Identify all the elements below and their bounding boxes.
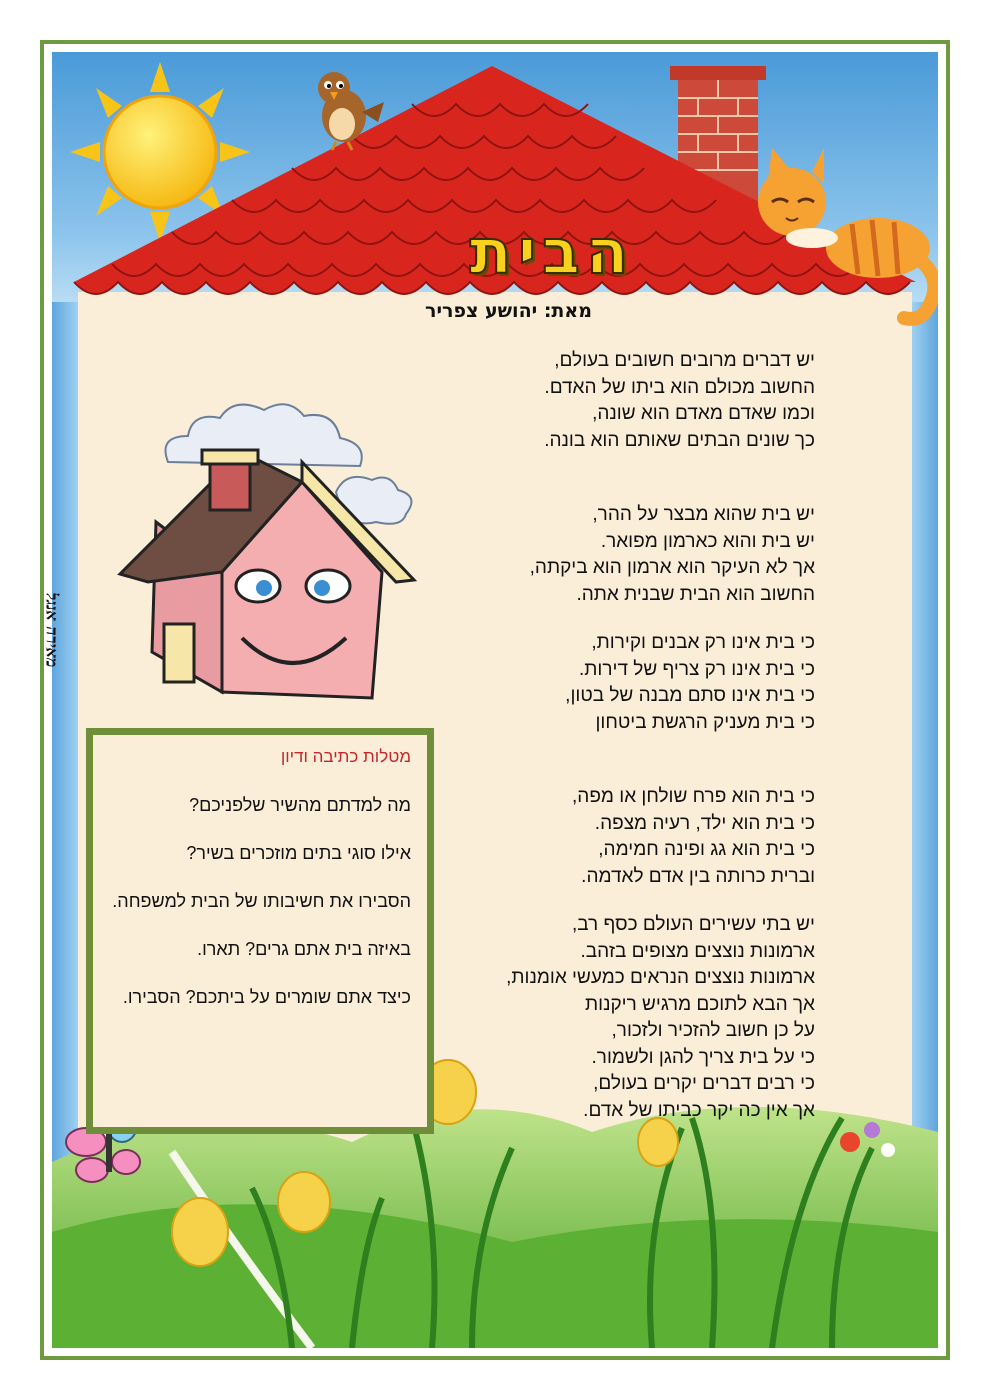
poem-line: כי בית אינו רק אבנים וקירות, xyxy=(591,632,815,653)
poem-line: כי בית הוא גג ופינה חמימה, xyxy=(598,839,815,860)
question-item: באיזה בית אתם גרים? תארו. xyxy=(197,939,411,959)
poem-line: יש בתי עשירים העולם כסף רב, xyxy=(571,914,815,935)
poem-line: ארמונות נוצצים הנראים כמעשי אומנות, xyxy=(506,967,815,988)
poem xyxy=(375,348,815,1124)
questions-heading: מטלות כתיבה ודיון xyxy=(280,747,411,766)
poem-line: אך הבא לתוכם מרגיש ריקנות xyxy=(585,993,815,1015)
stanza-3 xyxy=(375,630,815,736)
stanza-2 xyxy=(375,502,815,608)
poem-line: יש בית שהוא מבצר על ההר, xyxy=(592,504,815,525)
poem-line: יש דברים מרובים חשובים בעולם, xyxy=(554,350,815,371)
poem-line: על כן חשוב להזכיר ולזכור, xyxy=(611,1020,815,1041)
poem-line: כי בית מעניק הרגשת ביטחון xyxy=(595,711,815,733)
question-item: הסבירו את חשיבותו של הבית למשפחה. xyxy=(112,891,411,911)
poem-line: אך אין כה יקר כביתו של אדם. xyxy=(583,1099,815,1121)
stanza-4 xyxy=(375,784,815,890)
poem-line: כי בית הוא ילד, רעיה מצפה. xyxy=(594,812,815,834)
question-item: מה למדתם מהשיר שלפניכם? xyxy=(189,795,411,815)
poem-line: ארמונות נוצצים מצופים בזהב. xyxy=(580,940,815,962)
poem-line: יש בית והוא כארמון מפואר. xyxy=(600,530,815,552)
signature xyxy=(42,560,94,720)
question-item: אילו סוגי בתים מוזכרים בשיר? xyxy=(186,843,411,863)
poem-line: כי בית הוא פרח שולחן או מפה, xyxy=(572,786,815,807)
page-title: הבית xyxy=(469,215,635,288)
poem-line: וברית כרותה בין אדם לאדמה. xyxy=(581,865,815,887)
stanza-1 xyxy=(375,348,815,454)
poem-line: וכמו שאדם מאדם הוא שונה, xyxy=(592,403,815,424)
signature-text: מאירה אנגל xyxy=(42,592,62,668)
poem-line: החשוב הוא הבית שבנית אתה. xyxy=(576,583,815,605)
poem-line: כך שונים הבתים שאותם הוא בונה. xyxy=(544,429,815,451)
question-item: כיצד אתם שומרים על ביתכם? הסבירו. xyxy=(122,987,411,1007)
poem-line: כי בית אינו רק צריף של דירות. xyxy=(579,658,815,680)
poem-line: כי על בית צריך להגן ולשמור. xyxy=(591,1046,815,1068)
poem-line: החשוב מכולם הוא ביתו של האדם. xyxy=(544,376,815,398)
questions-box xyxy=(86,728,434,1134)
author-line: מאת: יהושע צפריר xyxy=(425,300,592,322)
poem-line: כי בית אינו סתם מבנה של בטון, xyxy=(565,685,815,706)
house-icon xyxy=(120,404,414,698)
stanza-5 xyxy=(375,912,815,1124)
poem-line: אך לא העיקר הוא ארמון הוא ביקתה, xyxy=(529,557,815,578)
poem-line: כי רבים דברים יקרים בעולם, xyxy=(593,1073,815,1094)
